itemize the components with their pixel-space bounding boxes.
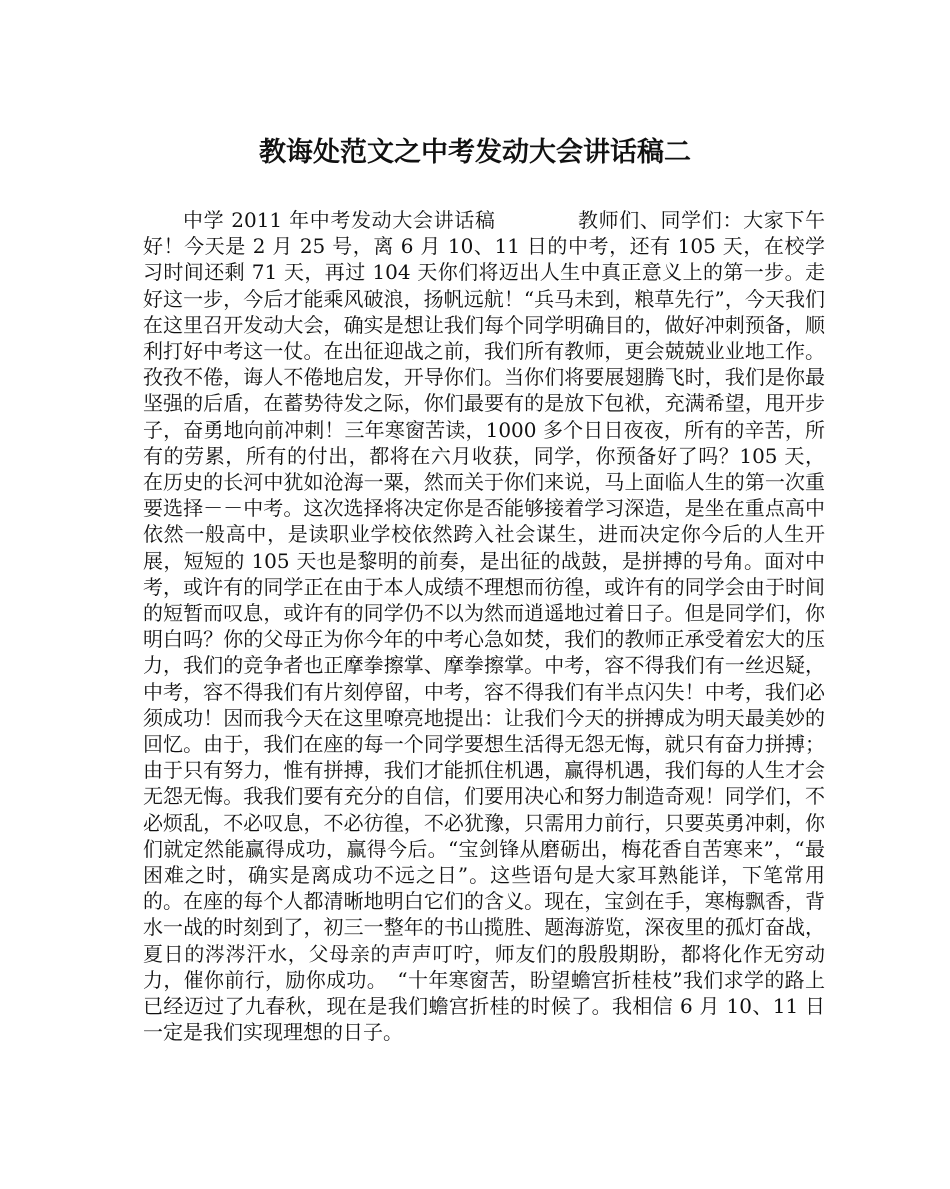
document-body-paragraph: 中学 2011 年中考发动大会讲话稿 教师们、同学们：大家下午好！今天是 2 月 25 号，离 6 月 10、11 日的中考，还有 105 天，在校学习时间还剩 71 天，再过 104 天你们将迈出人生中真正意义上的第一步。走好这一步，今后才能乘风破浪，扬帆远航！“兵马未到，粮草先行”，今天我们在这里召开发动大会，确实是想让我们每个同学明确目的，做好冲刺预备，顺利打好中考这一仗。在出征迎战之前，我们所有教师，更会兢兢业业地工作。孜孜不倦，诲人不倦地启发，开导你们。当你们将要展翅腾飞时，我们是你最坚强的后盾，在蓄势待发之际，你们最要有的是放下包袱，充满希望，甩开步子，奋勇地向前冲刺！三年寒窗苦读，1000 多个日日夜夜，所有的辛苦，所有的劳累，所有的付出，都将在六月收获，同学，你预备好了吗？105 天，在历史的长河中犹如沧海一粟，然而关于你们来说，马上面临人生的第一次重要选择－－中考。这次选择将决定你是否能够接着学习深造，是坐在重点高中依然一般高中，是读职业学校依然跨入社会谋生，进而决定你今后的人生开展，短短的 105 天也是黎明的前奏，是出征的战鼓，是拼搏的号角。面对中考，或许有的同学正在由于本人成绩不理想而彷徨，或许有的同学会由于时间的短暂而叹息，或许有的同学仍不以为然而逍遥地过着日子。但是同学们，你明白吗？你的父母正为你今年的中考心急如焚，我们的教师正承受着宏大的压力，我们的竞争者也正摩拳擦掌、摩拳擦掌。中考，容不得我们有一丝迟疑，中考，容不得我们有片刻停留，中考，容不得我们有半点闪失！中考，我们必须成功！因而我今天在这里嘹亮地提出：让我们今天的拼搏成为明天最美妙的回忆。由于，我们在座的每一个同学要想生活得无怨无悔，就只有奋力拼搏；由于只有努力，惟有拼搏，我们才能抓住机遇，赢得机遇，我们每的人生才会无怨无悔。我我们要有充分的自信，们要用决心和努力制造奇观！同学们，不必烦乱，不必叹息，不必彷徨，不必犹豫，只需用力前行，只要英勇冲刺，你们就定然能赢得成功，赢得今后。“宝剑锋从磨砺出，梅花香自苦寒来”，“最困难之时，确实是离成功不远之日”。这些语句是大家耳熟能详，下笔常用的。在座的每个人都清晰地明白它们的含义。现在，宝剑在手，寒梅飘香，背水一战的时刻到了，初三一整年的书山揽胜、题海游览，深夜里的孤灯奋战，夏日的涔涔汗水，父母亲的声声叮咛，师友们的殷殷期盼，都将化作无穷动力，催你前行，励你成功。 “十年寒窗苦，盼望蟾宫折桂枝”我们求学的路上已经迈过了九春秋，现在是我们蟾宫折桂的时候了。我相信 6 月 10、11 日一定是我们实现理想的日子。: [143, 208, 825, 1045]
document-title: 教诲处范文之中考发动大会讲话稿二: [259, 137, 691, 168]
